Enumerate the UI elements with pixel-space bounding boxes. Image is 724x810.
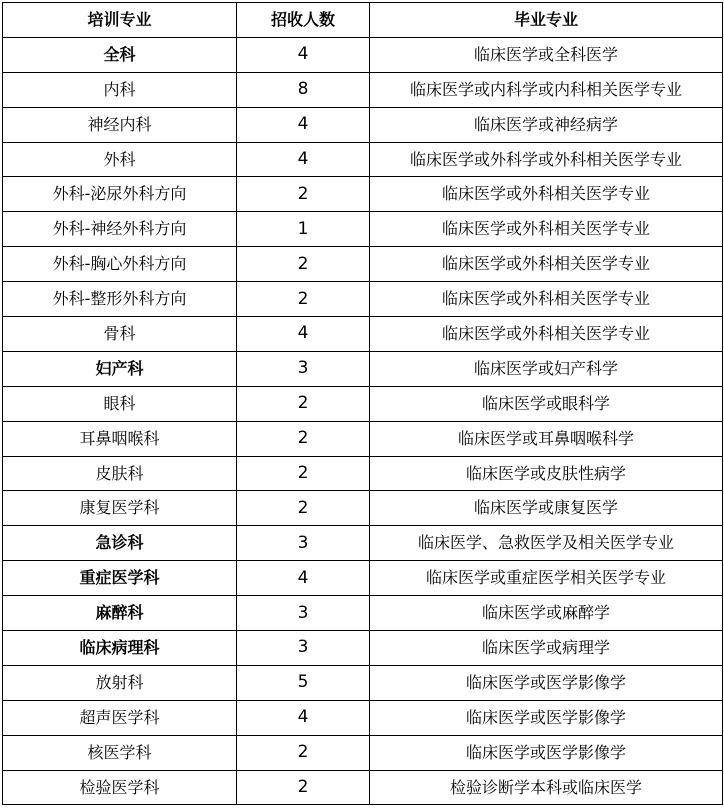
cell-count: 2 — [237, 770, 370, 805]
cell-specialty: 放射科 — [3, 665, 237, 700]
cell-degree: 临床医学或外科相关医学专业 — [370, 247, 723, 282]
cell-count: 8 — [237, 72, 370, 107]
cell-specialty: 外科-胸心外科方向 — [3, 247, 237, 282]
cell-degree: 临床医学或眼科学 — [370, 386, 723, 421]
cell-count: 2 — [237, 421, 370, 456]
header-count: 招收人数 — [237, 3, 370, 38]
cell-degree: 临床医学或神经病学 — [370, 107, 723, 142]
table-row — [3, 247, 723, 282]
table-row — [3, 665, 723, 700]
cell-count: 1 — [237, 212, 370, 247]
table-row — [3, 142, 723, 177]
cell-count: 4 — [237, 317, 370, 352]
cell-count: 2 — [237, 177, 370, 212]
cell-specialty: 急诊科 — [3, 526, 237, 561]
table-row — [3, 735, 723, 770]
cell-degree: 临床医学或病理学 — [370, 631, 723, 666]
table-row — [3, 631, 723, 666]
cell-count: 2 — [237, 735, 370, 770]
table-row — [3, 282, 723, 317]
table-row — [3, 351, 723, 386]
table-row — [3, 491, 723, 526]
cell-specialty: 重症医学科 — [3, 561, 237, 596]
cell-specialty: 检验医学科 — [3, 770, 237, 805]
header-specialty: 培训专业 — [3, 3, 237, 38]
cell-count: 3 — [237, 631, 370, 666]
cell-specialty: 临床病理科 — [3, 631, 237, 666]
cell-specialty: 妇产科 — [3, 351, 237, 386]
table-row — [3, 212, 723, 247]
cell-count: 4 — [237, 107, 370, 142]
cell-degree: 临床医学或康复医学 — [370, 491, 723, 526]
table-row — [3, 386, 723, 421]
cell-degree: 检验诊断学本科或临床医学 — [370, 770, 723, 805]
table-row — [3, 177, 723, 212]
cell-count: 5 — [237, 665, 370, 700]
cell-degree: 临床医学或外科相关医学专业 — [370, 282, 723, 317]
cell-count: 2 — [237, 456, 370, 491]
table-row — [3, 317, 723, 352]
table-row — [3, 421, 723, 456]
cell-specialty: 内科 — [3, 72, 237, 107]
table-row — [3, 561, 723, 596]
cell-degree: 临床医学或外科相关医学专业 — [370, 177, 723, 212]
table-row — [3, 72, 723, 107]
table-row — [3, 596, 723, 631]
cell-specialty: 外科 — [3, 142, 237, 177]
cell-specialty: 骨科 — [3, 317, 237, 352]
cell-count: 3 — [237, 351, 370, 386]
cell-specialty: 皮肤科 — [3, 456, 237, 491]
cell-count: 4 — [237, 561, 370, 596]
cell-degree: 临床医学或医学影像学 — [370, 700, 723, 735]
cell-degree: 临床医学或全科医学 — [370, 37, 723, 72]
cell-count: 4 — [237, 37, 370, 72]
cell-degree: 临床医学或皮肤性病学 — [370, 456, 723, 491]
cell-degree: 临床医学或医学影像学 — [370, 735, 723, 770]
enrollment-table — [2, 2, 723, 805]
cell-specialty: 外科-整形外科方向 — [3, 282, 237, 317]
table-row — [3, 770, 723, 805]
cell-degree: 临床医学或外科相关医学专业 — [370, 317, 723, 352]
cell-count: 2 — [237, 491, 370, 526]
cell-degree: 临床医学、急救医学及相关医学专业 — [370, 526, 723, 561]
cell-count: 2 — [237, 247, 370, 282]
table-row — [3, 456, 723, 491]
table-row — [3, 526, 723, 561]
cell-degree: 临床医学或麻醉学 — [370, 596, 723, 631]
cell-count: 4 — [237, 700, 370, 735]
enrollment-table-container — [2, 2, 723, 805]
header-degree: 毕业专业 — [370, 3, 723, 38]
cell-degree: 临床医学或外科相关医学专业 — [370, 212, 723, 247]
cell-degree: 临床医学或医学影像学 — [370, 665, 723, 700]
cell-specialty: 眼科 — [3, 386, 237, 421]
cell-degree: 临床医学或耳鼻咽喉科学 — [370, 421, 723, 456]
cell-count: 3 — [237, 596, 370, 631]
cell-specialty: 外科-泌尿外科方向 — [3, 177, 237, 212]
cell-specialty: 麻醉科 — [3, 596, 237, 631]
cell-specialty: 超声医学科 — [3, 700, 237, 735]
table-row — [3, 107, 723, 142]
cell-specialty: 康复医学科 — [3, 491, 237, 526]
cell-count: 4 — [237, 142, 370, 177]
table-header-row — [3, 3, 723, 38]
cell-specialty: 核医学科 — [3, 735, 237, 770]
cell-count: 2 — [237, 386, 370, 421]
table-row — [3, 700, 723, 735]
cell-specialty: 外科-神经外科方向 — [3, 212, 237, 247]
table-row — [3, 37, 723, 72]
cell-degree: 临床医学或内科学或内科相关医学专业 — [370, 72, 723, 107]
cell-count: 2 — [237, 282, 370, 317]
cell-specialty: 神经内科 — [3, 107, 237, 142]
cell-count: 3 — [237, 526, 370, 561]
cell-degree: 临床医学或重症医学相关医学专业 — [370, 561, 723, 596]
cell-degree: 临床医学或妇产科学 — [370, 351, 723, 386]
cell-degree: 临床医学或外科学或外科相关医学专业 — [370, 142, 723, 177]
cell-specialty: 全科 — [3, 37, 237, 72]
cell-specialty: 耳鼻咽喉科 — [3, 421, 237, 456]
